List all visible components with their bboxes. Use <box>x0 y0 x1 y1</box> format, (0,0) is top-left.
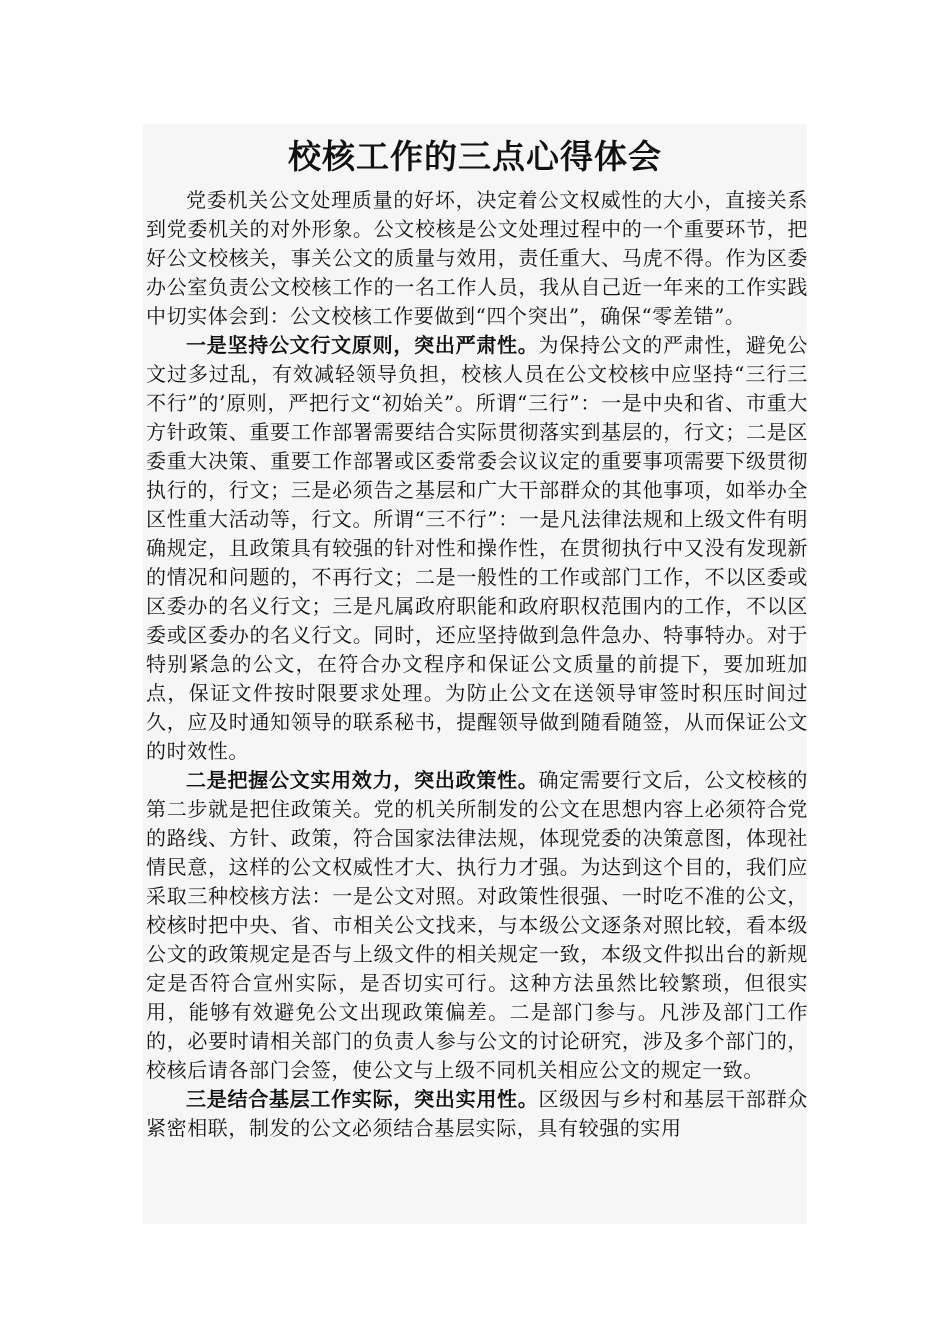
section-3-heading: 三是结合基层工作实际，突出实用性。 <box>186 1087 539 1111</box>
section-3-text: 区级因与乡村和基层干部群众紧密相联，制发的公文必须结合基层实际，具有较强的实用 <box>146 1087 808 1140</box>
document-body <box>146 186 808 1143</box>
section-1-text: 为保持公文的严肃性，避免公文过多过乱，有效减轻领导负担，校核人员在公文校核中应坚持“三行三不行”的’原则，严把行文“初始关”。所谓“三行”：一是中央和省、市重大方针政策、重要工作部署需要结合实际贯彻落实到基层的，行文；二是区委重大决策、重要工作部署或区委常委会议议定的重要事项需要下级贯彻执行的，行文；三是必须告之基层和广大干部群众的其他事项，如举办全区性重大活动等，行文。所谓“三不行”：一是凡法律法规和上级文件有明确规定，且政策具有较强的针对性和操作性，在贯彻执行中又没有发现新的情况和问题的，不再行文；二是一般性的工作或部门工作，不以区委或区委办的名义行文；三是凡属政府职能和政府职权范围内的工作，不以区委或区委办的名义行文。同时，还应坚持做到急件急办、特事特办。对于特别紧急的公文，在符合办文程序和保证公文质量的前提下，要加班加点，保证文件按时限要求处理。为防止公文在送领导审签时积压时间过久，应及时通知领导的联系秘书，提醒领导做到随看随签，从而保证公文的时效性。 <box>146 333 808 763</box>
intro-paragraph: 党委机关公文处理质量的好坏，决定着公文权威性的大小，直接关系到党委机关的对外形象。公文校核是公文处理过程中的一个重要环节，把好公文校核关，事关公文的质量与效用，责任重大、马虎不得。作为区委办公室负责公文校核工作的一名工作人员，我从自己近一年来的工作实践中切实体会到：公文校核工作要做到“四个突出”，确保“零差错”。 <box>146 188 808 328</box>
section-1-heading: 一是坚持公文行文原则，突出严肃性。 <box>186 333 539 357</box>
section-2-heading: 二是把握公文实用效力，突出政策性。 <box>186 768 539 792</box>
section-3-paragraph <box>146 1085 808 1143</box>
section-2-paragraph <box>146 766 808 1085</box>
document-title: 校核工作的三点心得体会 <box>288 137 662 176</box>
section-1-paragraph <box>146 331 808 766</box>
section-2-text: 确定需要行文后，公文校核的第二步就是把住政策关。党的机关所制发的公文在思想内容上必须符合党的路线、方针、政策，符合国家法律法规，体现党委的决策意图，体现社情民意，这样的公文权威性才大、执行力才强。为达到这个目的，我们应采取三种校核方法：一是公文对照。对政策性很强、一时吃不准的公文，校核时把中央、省、市相关公文找来，与本级公文逐条对照比较，看本级公文的政策规定是否与上级文件的相关规定一致，本级文件拟出台的新规定是否符合宣州实际，是否切实可行。这种方法虽然比较繁琐，但很实用，能够有效避免公文出现政策偏差。二是部门参与。凡涉及部门工作的，必要时请相关部门的负责人参与公文的讨论研究，涉及多个部门的，校核后请各部门会签，使公文与上级不同机关相应公文的规定一致。 <box>146 768 808 1082</box>
